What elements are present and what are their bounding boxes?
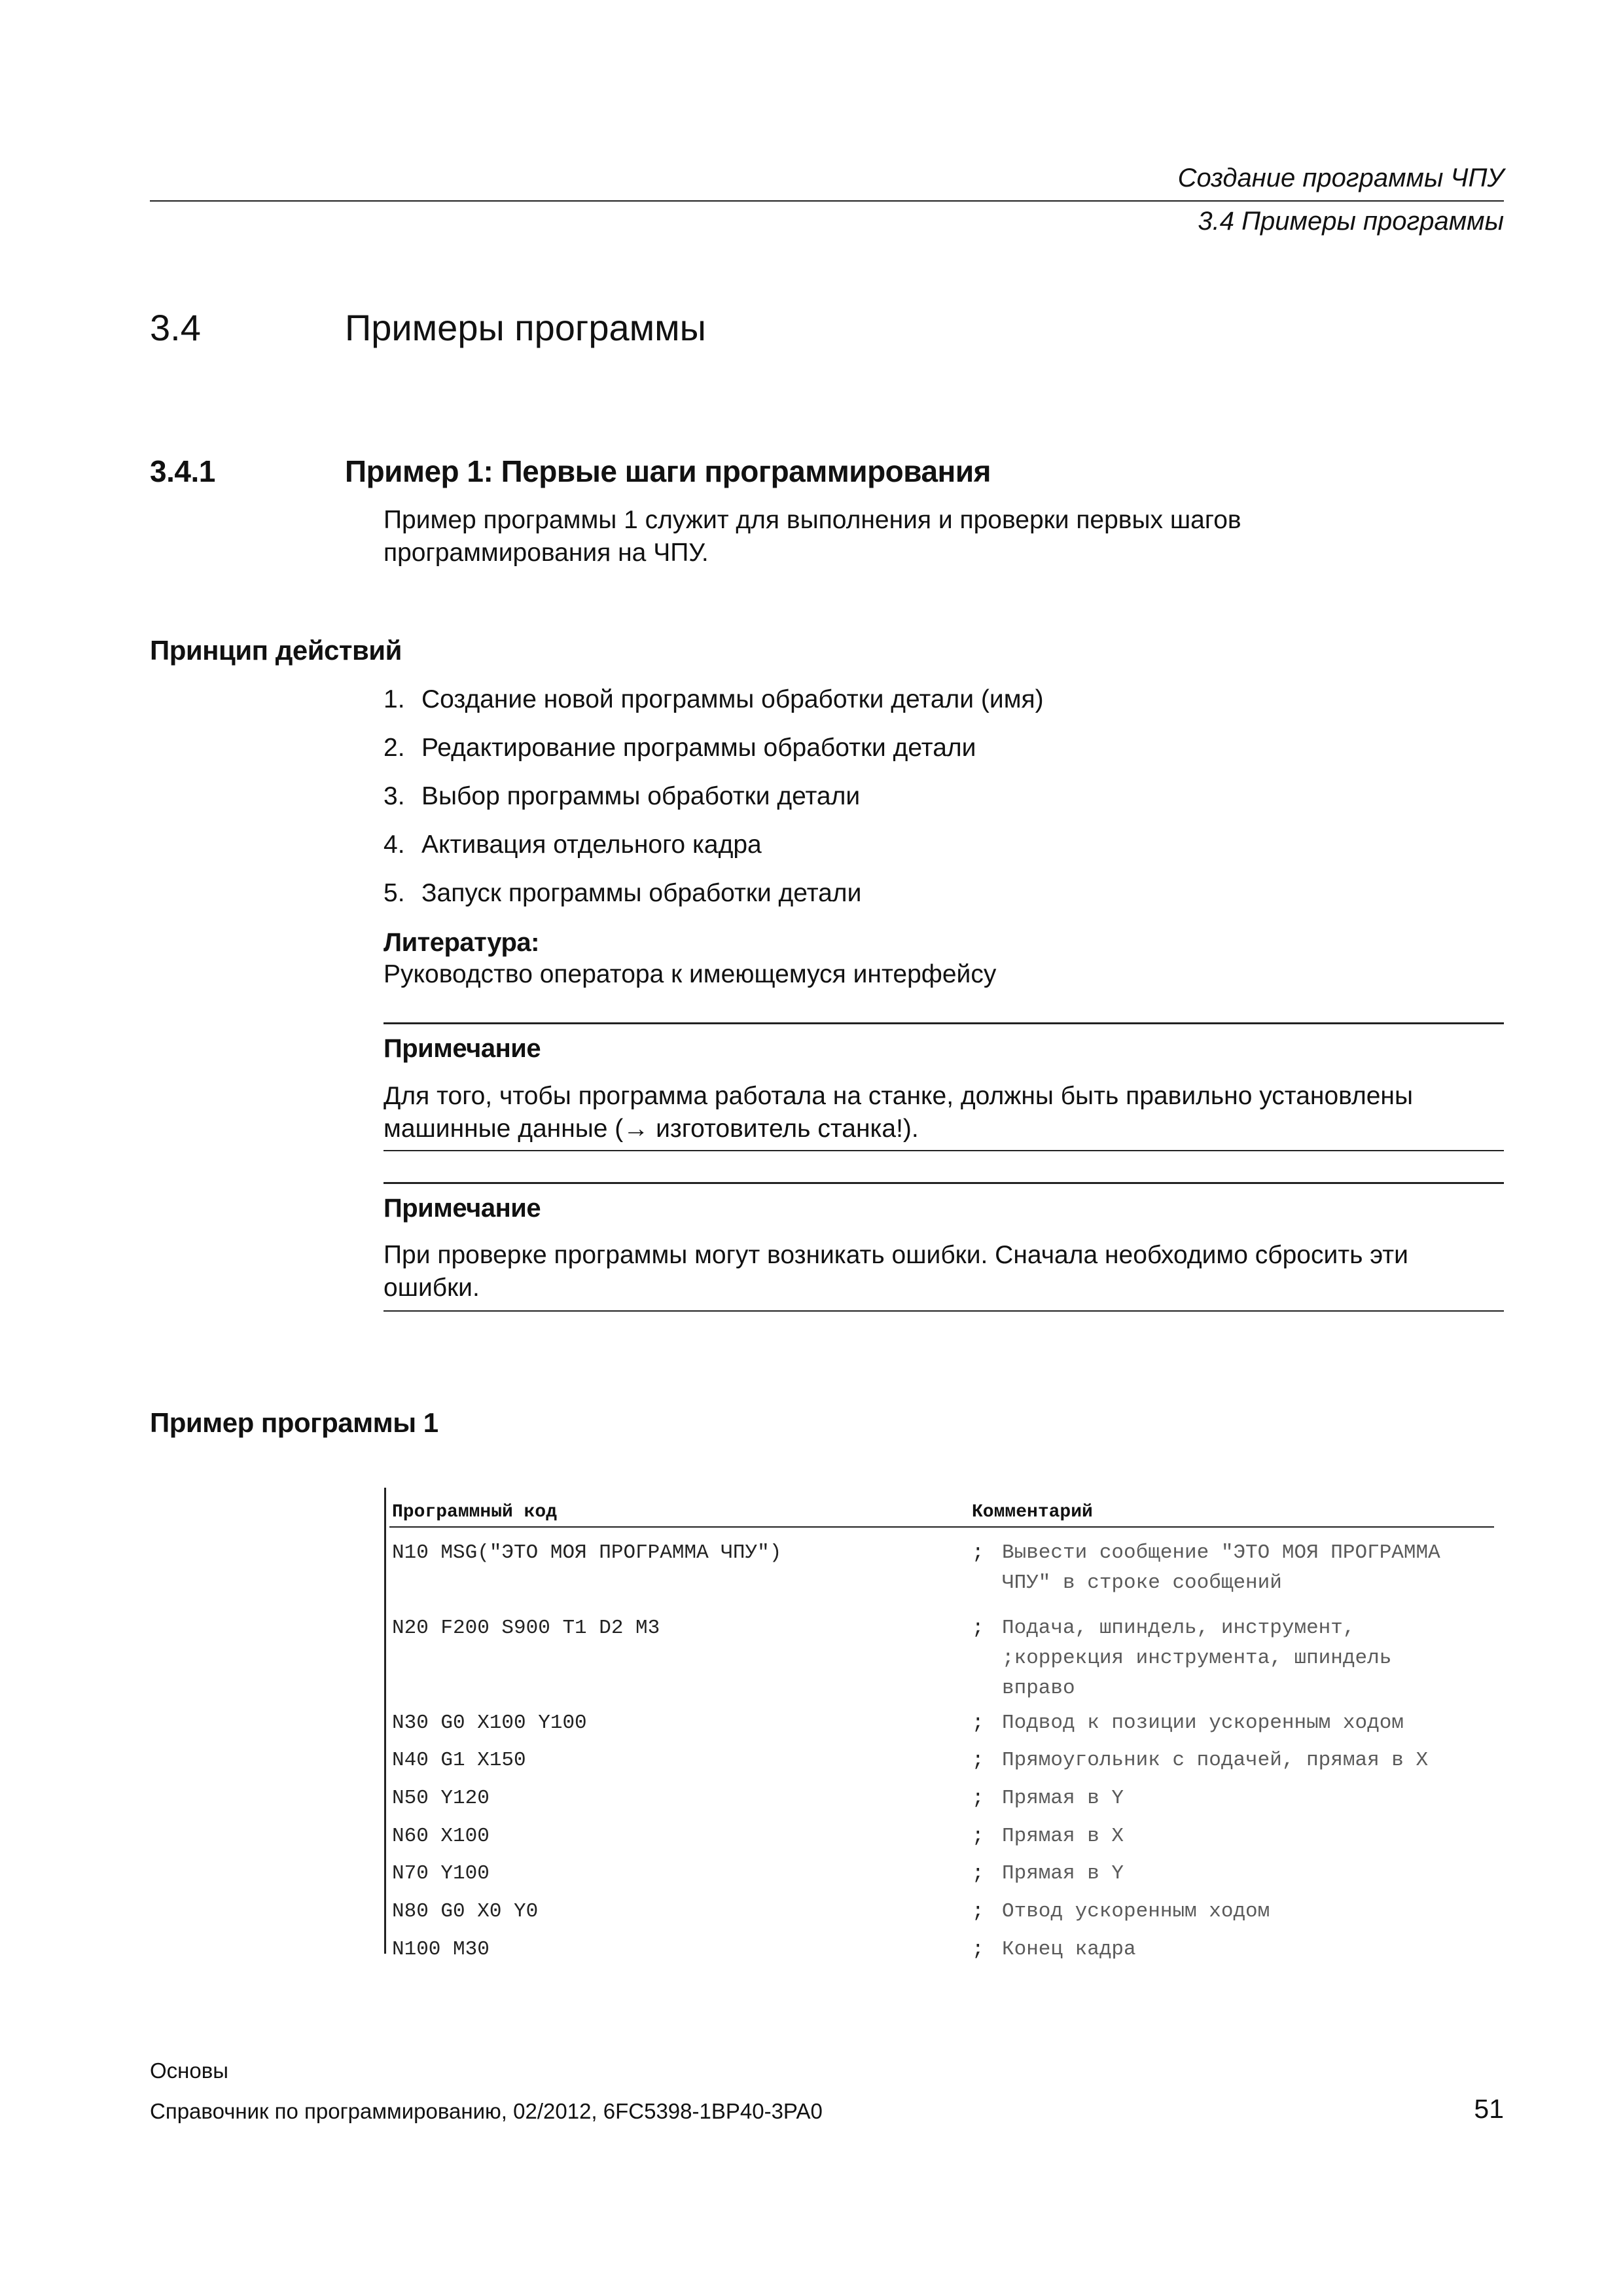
list-item (383, 780, 1504, 829)
code-line: N10 MSG("ЭТО МОЯ ПРОГРАММА ЧПУ") (392, 1541, 782, 1564)
step-text: Запуск программы обработки детали (421, 879, 862, 907)
comment-text: Отвод ускоренным ходом (1002, 1900, 1270, 1923)
comment-text: Прямая в X (1002, 1825, 1124, 1848)
code-line: N100 M30 (392, 1938, 490, 1961)
comment-marker: ; (972, 1541, 984, 1564)
comment-text: Прямоугольник с подачей, прямая в X (1002, 1749, 1429, 1772)
code-comment (972, 1746, 1428, 1776)
step-number: 4. (383, 831, 405, 859)
code-comment (972, 1538, 1440, 1568)
list-item (383, 683, 1504, 732)
step-number: 3. (383, 782, 405, 810)
code-line: N40 G1 X150 (392, 1749, 526, 1772)
comment-marker: ; (972, 1938, 984, 1961)
code-line: N50 Y120 (392, 1787, 490, 1810)
comment-text: ЧПУ" в строке сообщений (1002, 1571, 1282, 1594)
code-comment (972, 1568, 1282, 1598)
note-text: При проверке программы могут возникать ошибки. Сначала необходимо сбросить эти ошибки. (383, 1241, 1408, 1302)
example-heading: Пример программы 1 (150, 1407, 438, 1438)
principle-heading: Принцип действий (150, 635, 402, 666)
step-number: 5. (383, 879, 405, 907)
comment-marker: ; (972, 1787, 984, 1810)
code-comment (972, 1935, 1136, 1965)
footer-reference: Справочник по программированию, 02/2012, 6FC5398-1BP40-3PA0 (150, 2099, 823, 2123)
code-column-header: Программный код (392, 1502, 558, 1522)
code-comment (972, 1821, 1124, 1852)
code-comment (972, 1708, 1404, 1738)
comment-marker: ; (972, 1900, 984, 1923)
step-text: Создание новой программы обработки детали (имя) (421, 685, 1044, 713)
comment-text: Подвод к позиции ускоренным ходом (1002, 1712, 1404, 1734)
header-rule (150, 200, 1504, 202)
section-title: Примеры программы (345, 307, 706, 348)
footer-book-title: Основы (150, 2058, 228, 2083)
comment-marker: ; (972, 1617, 984, 1640)
note-rule-top (383, 1182, 1504, 1184)
code-line: N80 G0 X0 Y0 (392, 1900, 539, 1923)
note-title: Примечание (383, 1194, 541, 1223)
list-item (383, 829, 1504, 877)
code-comment (972, 1784, 1124, 1814)
note-rule-bottom (383, 1310, 1504, 1312)
comment-text: Конец кадра (1002, 1938, 1136, 1961)
code-header-rule (389, 1526, 1494, 1528)
running-header-section: 3.4 Примеры программы (1198, 207, 1504, 236)
comment-marker: ; (972, 1862, 984, 1885)
code-table-border (384, 1488, 386, 1954)
step-text: Активация отдельного кадра (421, 831, 762, 859)
comment-text: ;коррекция инструмента, шпиндель (1002, 1647, 1392, 1670)
step-number: 2. (383, 734, 405, 762)
code-comment (972, 1859, 1124, 1889)
step-text: Редактирование программы обработки детали (421, 734, 976, 762)
note-rule-top (383, 1022, 1504, 1024)
intro-paragraph: Пример программы 1 служит для выполнения и проверки первых шагов программирования на ЧПУ. (383, 506, 1241, 567)
comment-marker: ; (972, 1825, 984, 1848)
code-comment (972, 1897, 1270, 1927)
list-item (383, 732, 1504, 780)
comment-column-header: Комментарий (972, 1502, 1093, 1522)
note-title: Примечание (383, 1034, 541, 1063)
code-line: N20 F200 S900 T1 D2 M3 (392, 1617, 660, 1640)
code-line: N30 G0 X100 Y100 (392, 1712, 587, 1734)
code-comment (972, 1643, 1391, 1674)
comment-text: Прямая в Y (1002, 1787, 1124, 1810)
subsection-number: 3.4.1 (150, 454, 215, 488)
literature-label: Литература: (383, 928, 539, 957)
section-number: 3.4 (150, 307, 201, 348)
code-line: N60 X100 (392, 1825, 490, 1848)
comment-text: вправо (1002, 1677, 1075, 1700)
page-number: 51 (1474, 2094, 1504, 2124)
comment-marker: ; (972, 1712, 984, 1734)
note-rule-bottom (383, 1150, 1504, 1151)
comment-text: Вывести сообщение "ЭТО МОЯ ПРОГРАММА (1002, 1541, 1440, 1564)
comment-text: Прямая в Y (1002, 1862, 1124, 1885)
step-text: Выбор программы обработки детали (421, 782, 861, 810)
note-text: Для того, чтобы программа работала на станке, должны быть правильно установлены машинные данные (→ изготовитель станка!). (383, 1082, 1413, 1143)
running-header-chapter: Создание программы ЧПУ (1177, 164, 1504, 192)
comment-marker: ; (972, 1749, 984, 1772)
subsection-title: Пример 1: Первые шаги программирования (345, 454, 991, 488)
steps-list (383, 683, 1504, 925)
code-line: N70 Y100 (392, 1862, 490, 1885)
code-comment (972, 1613, 1355, 1643)
code-comment (972, 1674, 1075, 1704)
step-number: 1. (383, 685, 405, 713)
literature-text: Руководство оператора к имеющемуся интерфейсу (383, 960, 997, 988)
list-item (383, 877, 1504, 925)
comment-text: Подача, шпиндель, инструмент, (1002, 1617, 1355, 1640)
